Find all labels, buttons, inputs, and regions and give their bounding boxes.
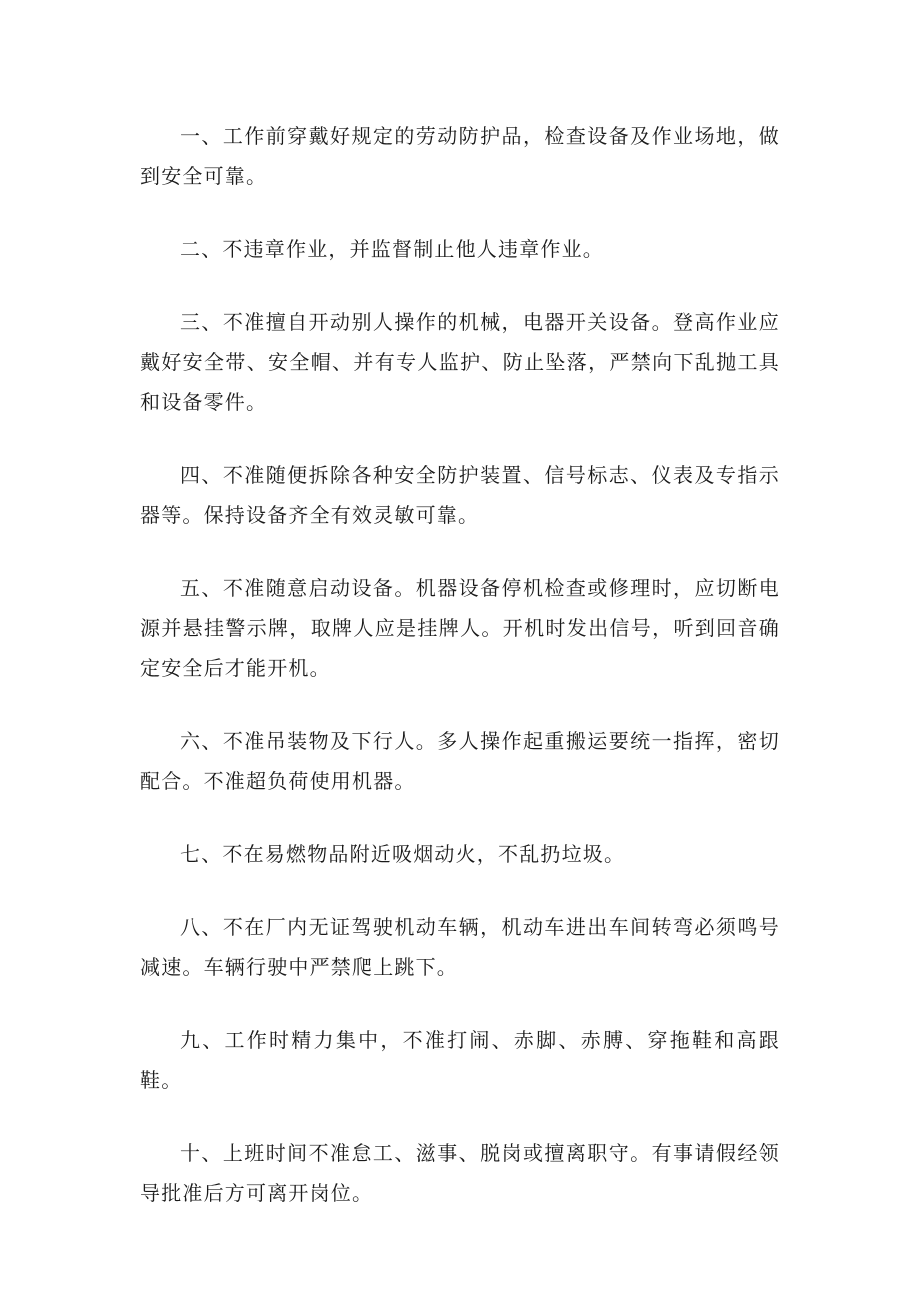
rule-paragraph-3: 三、不准擅自开动别人操作的机械，电器开关设备。登高作业应戴好安全带、安全帽、并有专人监护、防止坠落，严禁向下乱抛工具和设备零件。 <box>140 310 780 414</box>
rule-paragraph-5: 五、不准随意启动设备。机器设备停机检查或修理时，应切断电源并悬挂警示牌，取牌人应是挂牌人。开机时发出信号，听到回音确定安全后才能开机。 <box>140 576 780 680</box>
rule-paragraph-6: 六、不准吊装物及下行人。多人操作起重搬运要统一指挥，密切配合。不准超负荷使用机器。 <box>140 729 780 793</box>
rule-paragraph-1: 一、工作前穿戴好规定的劳动防护品，检查设备及作业场地，做到安全可靠。 <box>140 124 780 188</box>
rule-paragraph-9: 九、工作时精力集中，不准打闹、赤脚、赤膊、穿拖鞋和高跟鞋。 <box>140 1028 780 1092</box>
rule-paragraph-7: 七、不在易燃物品附近吸烟动火，不乱扔垃圾。 <box>180 842 626 866</box>
rule-paragraph-4: 四、不准随便拆除各种安全防护装置、信号标志、仪表及专指示器等。保持设备齐全有效灵敏可靠。 <box>140 463 780 527</box>
rule-paragraph-2: 二、不违章作业，并监督制止他人违章作业。 <box>180 237 604 261</box>
document-body <box>140 116 780 1246</box>
rule-paragraph-8: 八、不在厂内无证驾驶机动车辆，机动车进出车间转弯必须鸣号减速。车辆行驶中严禁爬上跳下。 <box>140 915 780 979</box>
rule-paragraph-10: 十、上班时间不准怠工、滋事、脱岗或擅离职守。有事请假经领导批准后方可离开岗位。 <box>140 1141 780 1205</box>
